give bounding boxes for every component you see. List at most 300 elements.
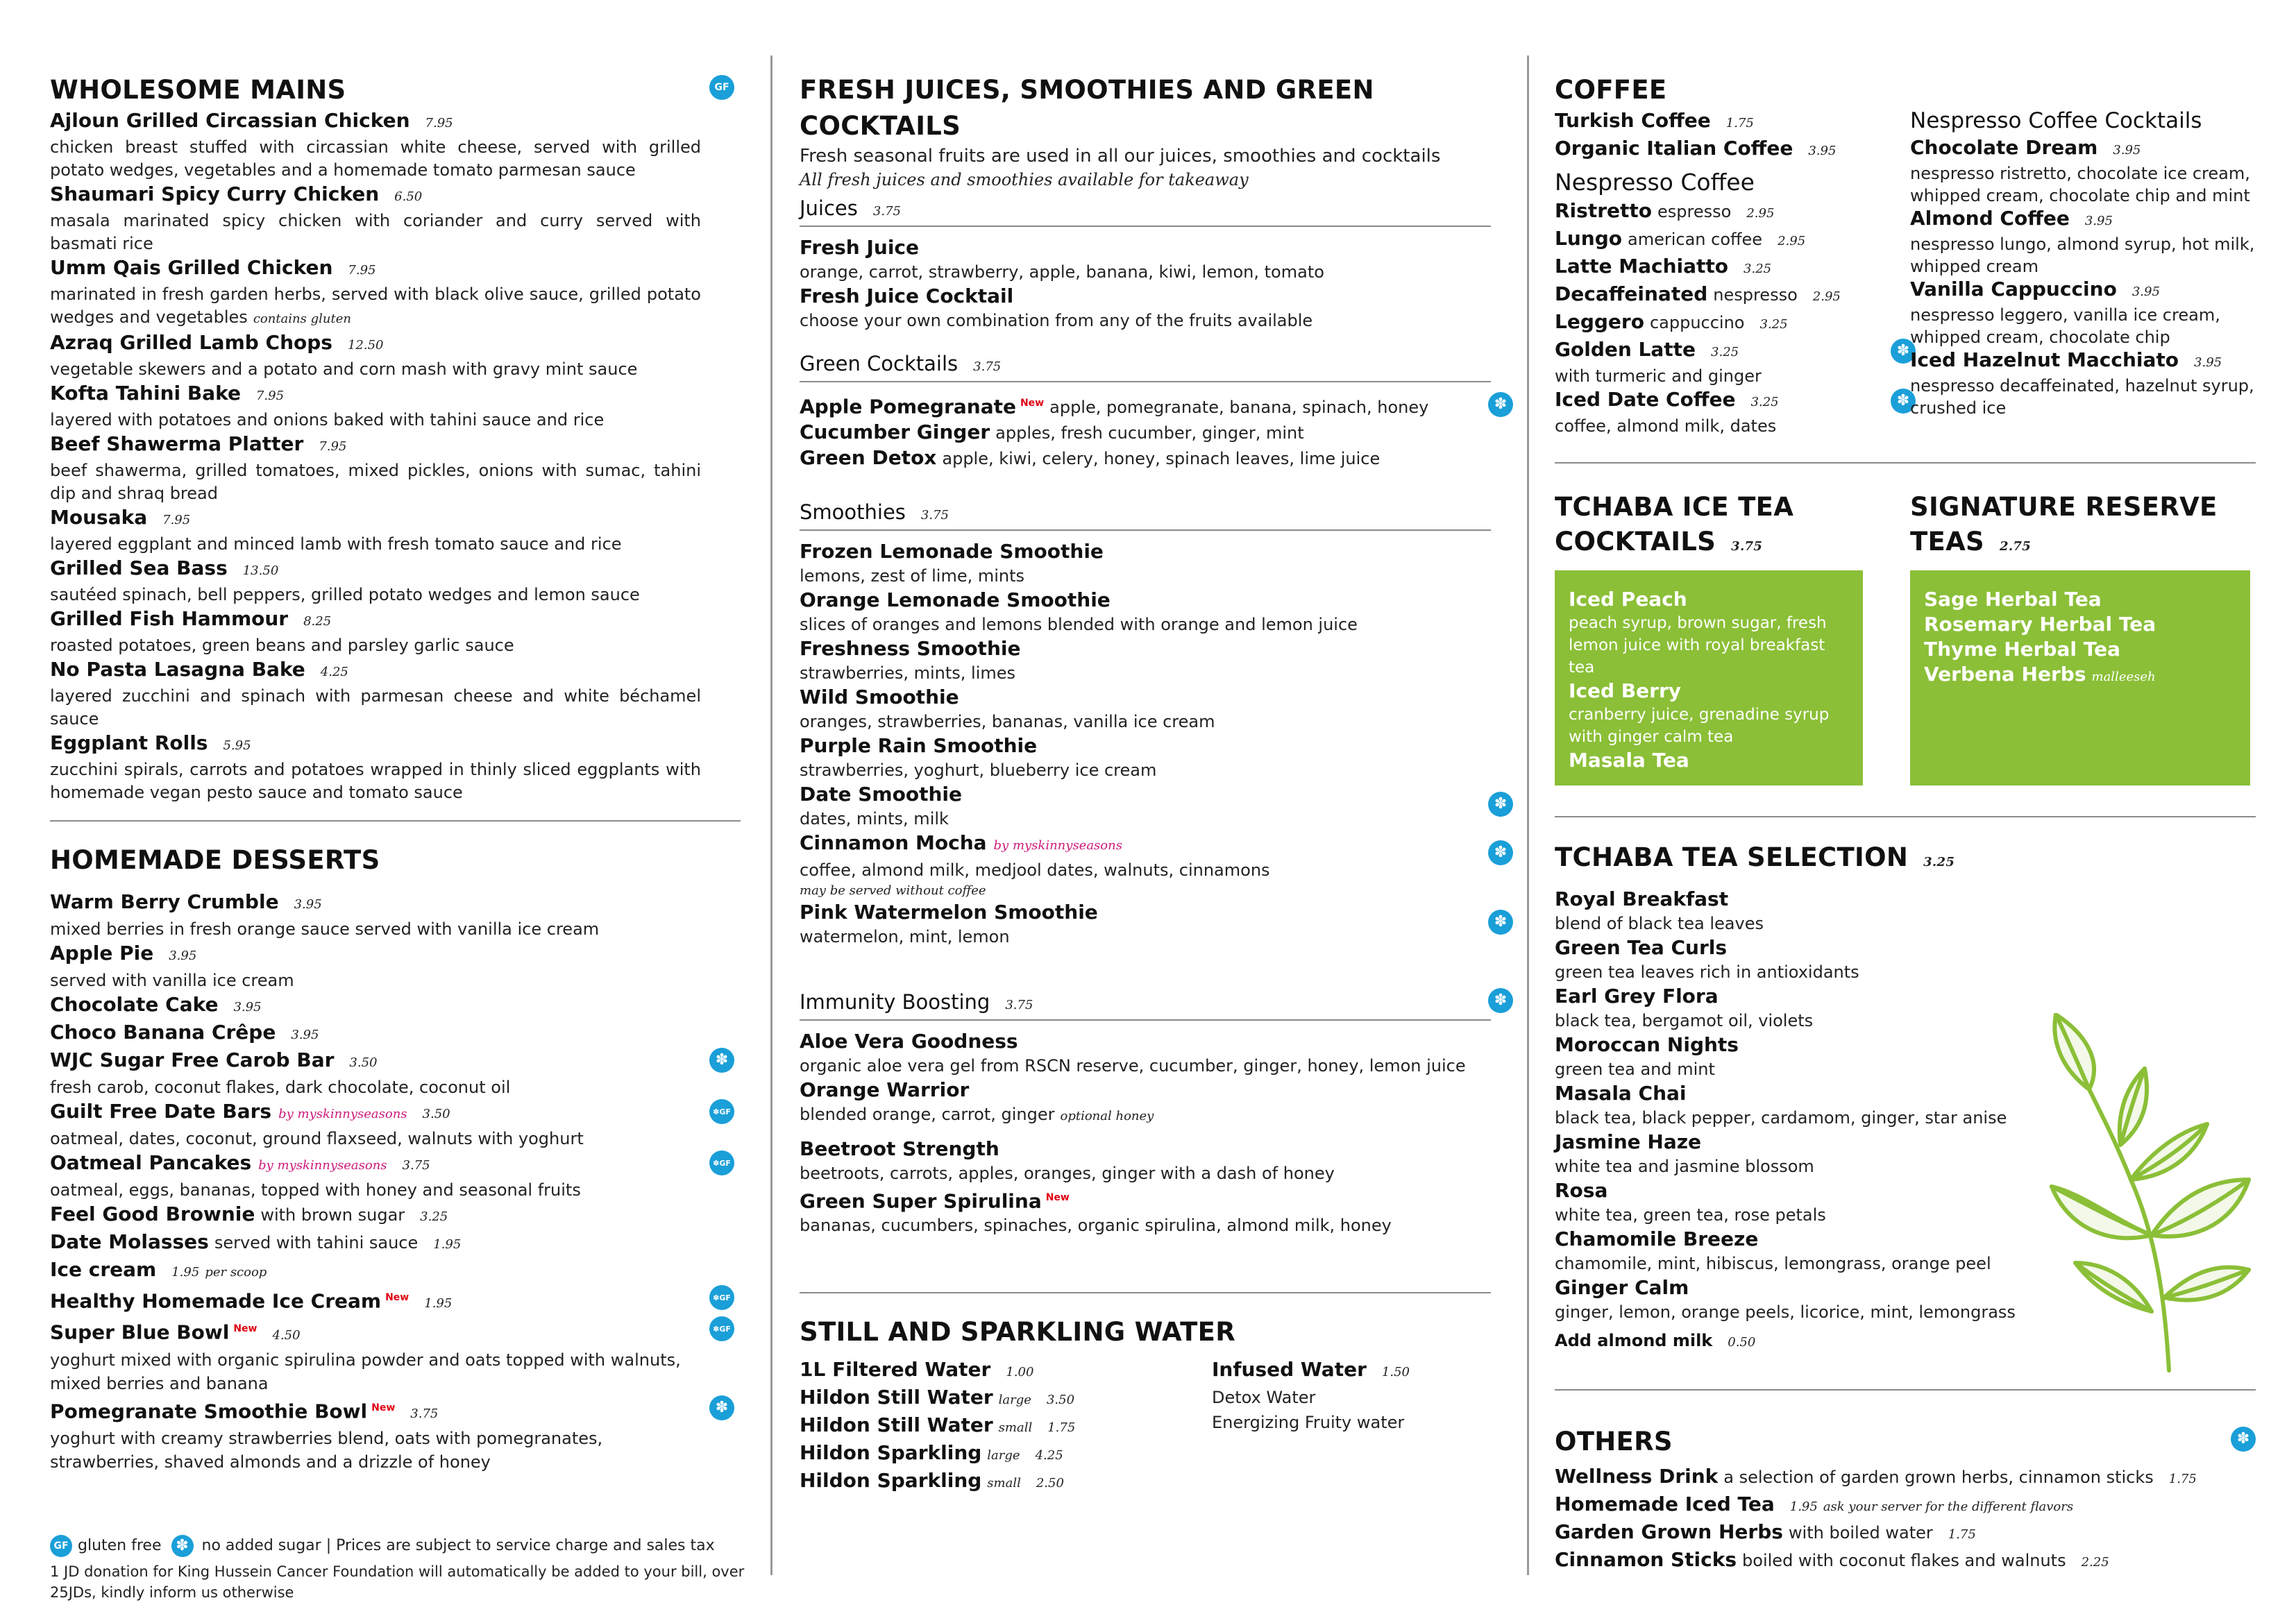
- menu-item: [1555, 136, 1910, 164]
- menu-item: [800, 782, 1491, 831]
- no-added-sugar-icon: [2231, 1427, 2256, 1452]
- item-desc-text: strawberries, yoghurt, blueberry ice cream: [800, 760, 1157, 780]
- item-name: No Pasta Lasagna Bake: [50, 658, 305, 681]
- item-price: 8.25: [303, 614, 332, 629]
- divider: [1555, 462, 2256, 464]
- item-inline-desc: with brown sugar: [260, 1205, 405, 1225]
- item-desc: [1555, 912, 2256, 935]
- menu-item: [50, 1150, 701, 1202]
- item-line: [1555, 387, 1910, 415]
- item-note: per scoop: [205, 1265, 267, 1280]
- item-name: Latte Machiatto: [1555, 255, 1729, 278]
- item-price: 3.75: [410, 1406, 439, 1421]
- item-line: [800, 391, 1491, 420]
- item-name: Azraq Grilled Lamb Chops: [50, 331, 332, 354]
- item-price: 7.95: [348, 263, 376, 278]
- item-desc: [50, 685, 701, 731]
- menu-item: [50, 505, 701, 556]
- sub-juices: [800, 194, 1491, 332]
- menu-item: [1910, 207, 2256, 278]
- item-line: [50, 1285, 701, 1316]
- item-line: [50, 606, 701, 634]
- item-price: 13.50: [242, 563, 279, 578]
- menu-item: [50, 1285, 701, 1316]
- section-title: COFFEE: [1555, 75, 1667, 105]
- reserve-tea-box: [1910, 570, 2250, 785]
- item-line: [50, 1316, 701, 1348]
- item-price: 2.95: [1778, 234, 1806, 248]
- donation-note: 1 JD donation for King Hussein Cancer Foundation will automatically be added to your bill, over 25JDs, kindly inform us otherwise: [50, 1563, 745, 1601]
- item-desc: [1555, 365, 1910, 387]
- menu-item: [1910, 278, 2256, 348]
- almond-milk-addon: Add almond milk 0.50: [1555, 1331, 1756, 1350]
- item-name: Verbena Herbs: [1924, 663, 2086, 686]
- price: 3.75: [920, 508, 949, 522]
- item-desc-text: bananas, cucumbers, spinaches, organic spirulina, almond milk, honey: [800, 1216, 1392, 1236]
- legend-gluten-free: gluten free: [78, 1537, 162, 1554]
- divider: [50, 820, 741, 822]
- item-desc-text: oatmeal, dates, coconut, ground flaxseed, walnuts with yoghurt: [50, 1129, 584, 1148]
- new-badge: New: [233, 1323, 258, 1335]
- item-name: Golden Latte: [1555, 338, 1696, 361]
- menu-item: [1569, 748, 1850, 773]
- item-line: [50, 556, 701, 584]
- item-name: Feel Good Brownie: [50, 1203, 255, 1225]
- item-name: Ice cream: [50, 1258, 157, 1281]
- item-desc: [800, 807, 1491, 831]
- price: 3.75: [872, 204, 901, 219]
- item-name: Rosemary Herbal Tea: [1924, 613, 2156, 636]
- item-line: [50, 731, 701, 758]
- menu-item: [50, 1099, 701, 1150]
- item-line: [800, 685, 1491, 710]
- item-line: [1910, 348, 2256, 375]
- no-added-sugar-icon: [1488, 988, 1513, 1013]
- item-name: Green Detox: [800, 446, 937, 470]
- menu-item: [50, 556, 701, 606]
- item-desc: [50, 283, 701, 330]
- item-line: [800, 1078, 1491, 1103]
- item-name: Beef Shawerma Platter: [50, 432, 304, 455]
- item-note: small: [998, 1420, 1033, 1435]
- item-desc: [50, 969, 701, 992]
- item-name: Grilled Fish Hammour: [50, 607, 289, 630]
- menu-item: [50, 108, 701, 182]
- others-list: [1555, 1464, 2256, 1575]
- item-name: Eggplant Rolls: [50, 731, 208, 754]
- item-name: Mousaka: [50, 506, 148, 529]
- item-note: optional honey: [1060, 1109, 1154, 1123]
- item-name: Green Tea Curls: [1555, 936, 1728, 959]
- section-reserve-teas: [1910, 490, 2250, 686]
- item-name: Orange Lemonade Smoothie: [800, 588, 1111, 611]
- item-desc-text: black tea, black pepper, cardamom, ginger, star anise: [1555, 1108, 2007, 1128]
- item-desc: [800, 613, 1491, 636]
- item-name: WJC Sugar Free Carob Bar: [50, 1048, 335, 1071]
- takeaway-note: All fresh juices and smoothies available for takeaway: [800, 170, 1249, 189]
- item-line: [800, 1137, 1491, 1162]
- item-note: malleeseh: [2091, 670, 2156, 684]
- menu-item: [50, 432, 701, 505]
- item-desc: [800, 710, 1491, 733]
- menu-item: [1555, 935, 2256, 983]
- item-name: Moroccan Nights: [1555, 1033, 1739, 1056]
- juices-list: [800, 235, 1491, 332]
- section-title: FRESH JUICES, SMOOTHIES AND GREEN COCKTAILS: [800, 75, 1374, 141]
- column-divider: [1527, 56, 1529, 1575]
- section-title: TCHABA ICE TEA COCKTAILS 3.75: [1555, 492, 1794, 556]
- item-price: 1.75: [2168, 1472, 2197, 1486]
- item-desc: [800, 1214, 1491, 1237]
- sub-green-cocktails: [800, 350, 1491, 471]
- item-price: 1.95: [171, 1265, 200, 1280]
- item-name: Chamomile Breeze: [1555, 1227, 1759, 1250]
- item-price: 3.95: [2194, 355, 2222, 370]
- menu-item: [800, 831, 1491, 900]
- item-line: [1555, 108, 1910, 136]
- item-name: Sage Herbal Tea: [1924, 588, 2102, 611]
- item-line: [1555, 886, 2256, 912]
- item-line: [800, 588, 1491, 613]
- item-desc-text: fresh carob, coconut flakes, dark chocolate, coconut oil: [50, 1078, 511, 1097]
- item-line: [1910, 278, 2256, 304]
- section-title: TCHABA TEA SELECTION 3.25: [1555, 842, 1955, 872]
- item-price: 7.95: [255, 389, 285, 403]
- item-price: 1.00: [1006, 1365, 1034, 1379]
- menu-item: [800, 1078, 1491, 1128]
- item-desc-text: orange, carrot, strawberry, apple, banana, kiwi, lemon, tomato: [800, 262, 1324, 282]
- gluten-free-icon: [709, 75, 734, 100]
- no-added-sugar-icon: [709, 1048, 734, 1073]
- menu-item: [1569, 679, 1850, 748]
- column-coffee-tea: [1555, 0, 2256, 1623]
- menu-item: [800, 284, 1491, 332]
- item-price: 4.25: [320, 665, 348, 679]
- water-item: [800, 1441, 1212, 1468]
- item-name: Rosa: [1555, 1179, 1608, 1202]
- section-ice-tea: [1555, 490, 1863, 772]
- item-inline-desc: served with tahini sauce: [214, 1233, 419, 1252]
- section-title: HOMEMADE DESSERTS: [50, 845, 380, 875]
- item-price: 1.95: [424, 1296, 453, 1311]
- item-desc-text: with turmeric and ginger: [1555, 366, 1762, 386]
- item-name: Ginger Calm: [1555, 1276, 1689, 1299]
- item-line: [50, 108, 701, 136]
- item-desc: cranberry juice, grenadine syrup with ginger calm tea: [1569, 706, 1830, 746]
- item-name: Hildon Sparkling: [800, 1469, 982, 1492]
- legend: [50, 1535, 779, 1603]
- item-desc-text: layered zucchini and spinach with parmesan cheese and white béchamel sauce: [50, 686, 701, 729]
- item-inline-desc: american coffee: [1628, 230, 1763, 249]
- item-name: Wellness Drink: [1555, 1465, 1719, 1488]
- item-line: [50, 890, 701, 917]
- item-line: [1555, 226, 1910, 254]
- menu-item: [50, 941, 701, 992]
- item-line: [1555, 254, 1910, 282]
- menu-item: [50, 1230, 701, 1257]
- item-line: [800, 235, 1491, 260]
- item-name: Aloe Vera Goodness: [800, 1030, 1018, 1053]
- item-inline-desc: a selection of garden grown herbs, cinnamon sticks: [1723, 1468, 2154, 1487]
- item-name: Chocolate Cake: [50, 993, 219, 1016]
- menu-item: [800, 733, 1491, 782]
- sub-smoothies: [800, 498, 1491, 949]
- item-price: 3.50: [422, 1107, 450, 1121]
- item-name: Date Molasses: [50, 1230, 209, 1253]
- no-sugar-gluten-free-icon: [709, 1285, 734, 1310]
- item-desc: [50, 358, 701, 381]
- item-desc-text: oatmeal, eggs, bananas, topped with honey and seasonal fruits: [50, 1180, 581, 1200]
- item-desc-text: coffee, almond milk, medjool dates, walnuts, cinnamons: [800, 860, 1270, 880]
- item-desc-text: blended orange, carrot, ginger: [800, 1105, 1055, 1124]
- item-price: 1.75: [1948, 1527, 1976, 1542]
- price: 3.75: [1731, 539, 1763, 554]
- menu-item: [50, 1020, 701, 1048]
- item-desc: [800, 309, 1491, 332]
- price: 3.75: [973, 359, 1002, 374]
- item-desc-text: nespresso lungo, almond syrup, hot milk, whipped cream: [1910, 235, 2255, 276]
- item-desc: [1910, 375, 2256, 419]
- item-line: [50, 992, 701, 1020]
- item-desc: [800, 661, 1491, 685]
- menu-item: [50, 731, 701, 804]
- item-desc-text: white tea, green tea, rose petals: [1555, 1205, 1826, 1225]
- item-desc-text: beetroots, carrots, apples, oranges, ginger with a dash of honey: [800, 1164, 1335, 1183]
- item-name: Cinnamon Sticks: [1555, 1548, 1737, 1571]
- mains-list: [50, 108, 701, 804]
- menu-item: [1555, 886, 2256, 935]
- nespresso-cocktails-title: Nespresso Coffee Cocktails: [1910, 108, 2202, 133]
- item-price: 1.95: [1789, 1499, 1818, 1514]
- item-line: [50, 1150, 701, 1178]
- item-name: Royal Breakfast: [1555, 887, 1729, 910]
- item-line: [1555, 1547, 2256, 1575]
- item-desc-text: oranges, strawberries, bananas, vanilla ice cream: [800, 712, 1215, 731]
- no-added-sugar-icon: [1488, 910, 1513, 935]
- item-name: Thyme Herbal Tea: [1924, 638, 2120, 661]
- item-line: [1555, 1520, 2256, 1547]
- water-item: [800, 1413, 1212, 1441]
- section-title: OTHERS: [1555, 1427, 1673, 1456]
- menu-item: [50, 657, 701, 731]
- menu-item: [1555, 198, 1910, 226]
- immunity-list: [800, 1029, 1491, 1237]
- item-line: [50, 381, 701, 409]
- item-line: [50, 432, 701, 459]
- item-name: Earl Grey Flora: [1555, 985, 1719, 1008]
- item-price: 3.95: [169, 949, 197, 963]
- desserts-list: [50, 890, 701, 1474]
- item-name: Turkish Coffee: [1555, 109, 1711, 132]
- item-name: Frozen Lemonade Smoothie: [800, 540, 1104, 563]
- item-desc: [1910, 162, 2256, 207]
- item-price: 3.95: [294, 897, 322, 912]
- item-name: Hildon Still Water: [800, 1413, 993, 1436]
- item-name: Choco Banana Crêpe: [50, 1021, 276, 1044]
- divider: [1555, 1389, 2256, 1391]
- item-desc-text: ginger, lemon, orange peels, licorice, mint, lemongrass: [1555, 1302, 2016, 1322]
- item-price: 12.50: [347, 338, 384, 352]
- menu-item: [1555, 108, 1910, 136]
- item-desc-text: layered with potatoes and onions baked with tahini sauce and rice: [50, 410, 605, 430]
- item-note: may be served without coffee: [800, 883, 986, 898]
- item-desc-text: black tea, bergamot oil, violets: [1555, 1011, 1814, 1030]
- item-desc: [1555, 961, 2256, 983]
- item-price: 3.95: [291, 1028, 319, 1042]
- menu-item: [1555, 226, 1910, 254]
- item-price: 3.25: [1759, 317, 1788, 332]
- item-line: [50, 657, 701, 685]
- menu-item: [800, 685, 1491, 733]
- menu-item: [800, 1185, 1491, 1237]
- menu-item: [1924, 587, 2238, 612]
- menu-item: [800, 391, 1491, 420]
- item-name: Umm Qais Grilled Chicken: [50, 256, 333, 279]
- new-badge: New: [371, 1402, 396, 1413]
- item-name: Ajloun Grilled Circassian Chicken: [50, 109, 410, 132]
- menu-item: [50, 330, 701, 381]
- section-title: WHOLESOME MAINS: [50, 75, 346, 105]
- item-name: Apple Pie: [50, 942, 154, 965]
- subsection-title: Juices: [800, 196, 858, 220]
- item-name: Iced Hazelnut Macchiato: [1910, 348, 2179, 371]
- no-sugar-gluten-free-icon: [709, 1316, 734, 1341]
- section-coffee: [1555, 72, 2256, 437]
- item-desc-text: layered eggplant and minced lamb with fresh tomato sauce and rice: [50, 534, 622, 554]
- water-item: [800, 1357, 1212, 1385]
- item-line: [1555, 935, 2256, 961]
- subsection-title: Green Cocktails: [800, 352, 959, 375]
- item-name: Wild Smoothie: [800, 686, 959, 708]
- section-water: [800, 1314, 1491, 1496]
- item-line: [1555, 198, 1910, 226]
- menu-item: [50, 255, 701, 330]
- item-name: Healthy Homemade Ice Cream: [50, 1289, 382, 1313]
- item-price: 3.75: [402, 1158, 430, 1173]
- column-divider: [770, 56, 773, 1575]
- item-note: contains gluten: [253, 312, 351, 326]
- item-desc: [50, 1348, 701, 1395]
- item-line: [800, 420, 1491, 445]
- item-desc-text: green tea leaves rich in antioxidants: [1555, 962, 1859, 982]
- item-desc-text: lemons, zest of lime, mints: [800, 566, 1025, 586]
- partner-tag: by myskinnyseasons: [278, 1107, 407, 1121]
- menu-item: [1555, 1547, 2256, 1575]
- item-desc: [50, 533, 701, 556]
- item-name: Orange Warrior: [800, 1078, 970, 1101]
- item-price: 3.25: [420, 1209, 448, 1224]
- item-desc-text: slices of oranges and lemons blended with orange and lemon juice: [800, 615, 1358, 634]
- item-name: Iced Berry: [1569, 679, 1681, 702]
- item-price: 7.95: [162, 513, 191, 527]
- item-desc-text: chamomile, mint, hibiscus, lemongrass, orange peel: [1555, 1254, 1991, 1273]
- menu-item: [800, 588, 1491, 636]
- item-name: Hildon Sparkling: [800, 1441, 982, 1464]
- item-desc-text: nespresso leggero, vanilla ice cream, whipped cream, chocolate chip: [1910, 305, 2220, 347]
- item-price: 2.50: [1036, 1476, 1064, 1490]
- item-name: Green Super Spirulina: [800, 1189, 1042, 1213]
- section-homemade-desserts: [50, 842, 701, 1474]
- menu-item: [50, 182, 701, 255]
- item-price: 3.50: [1046, 1393, 1075, 1407]
- item-desc-text: nespresso decaffeinated, hazelnut syrup, crushed ice: [1910, 376, 2254, 418]
- item-name: Freshness Smoothie: [800, 637, 1021, 660]
- item-desc-text: dates, mints, milk: [800, 809, 949, 829]
- new-badge: New: [385, 1292, 410, 1303]
- item-desc-text: sautéed spinach, bell peppers, grilled potato wedges and lemon sauce: [50, 585, 640, 604]
- item-line: [50, 1048, 701, 1076]
- new-badge: New: [1045, 1192, 1070, 1203]
- menu-item: [800, 1029, 1491, 1078]
- green-cocktails-list: [800, 391, 1491, 471]
- menu-item: [800, 420, 1491, 445]
- no-added-sugar-icon: [1488, 392, 1513, 417]
- item-price: 2.95: [1746, 206, 1775, 221]
- column-mains-desserts: [50, 0, 745, 1623]
- menu-item: [50, 890, 701, 941]
- item-desc: [1910, 304, 2256, 348]
- item-desc-text: marinated in fresh garden herbs, served with black olive sauce, grilled potato wedges and vegetables: [50, 284, 701, 327]
- item-desc: [800, 260, 1491, 284]
- item-desc-text: white tea and jasmine blossom: [1555, 1157, 1814, 1176]
- item-price: 2.25: [2081, 1555, 2109, 1570]
- item-line: [800, 284, 1491, 309]
- item-name: Hildon Still Water: [800, 1386, 993, 1409]
- item-desc: [800, 925, 1491, 949]
- item-price: 3.95: [2113, 143, 2141, 158]
- item-desc: [50, 1076, 701, 1099]
- menu-item: [800, 445, 1491, 471]
- item-desc-text: masala marinated spicy chicken with coriander and curry served with basmati rice: [50, 211, 701, 253]
- item-desc-text: roasted potatoes, green beans and parsley garlic sauce: [50, 636, 514, 655]
- menu-item: [50, 1395, 701, 1474]
- nespresso-list: [1555, 198, 1910, 437]
- subsection-title: Immunity Boosting: [800, 990, 990, 1014]
- item-desc-text: organic aloe vera gel from RSCN reserve, cucumber, ginger, honey, lemon juice: [800, 1056, 1466, 1076]
- menu-item: [1555, 337, 1910, 387]
- subsection-title: Smoothies: [800, 500, 906, 524]
- item-price: 1.75: [1725, 116, 1754, 130]
- item-line: [1555, 1464, 2256, 1492]
- item-price: 3.95: [1808, 144, 1837, 158]
- item-line: [800, 1185, 1491, 1214]
- partner-tag: by myskinnyseasons: [258, 1158, 387, 1173]
- item-desc-text: yoghurt mixed with organic spirulina powder and oats topped with walnuts, mixed berries and banana: [50, 1350, 681, 1393]
- item-name: Homemade Iced Tea: [1555, 1493, 1775, 1515]
- coffee-list: [1555, 108, 1910, 164]
- item-line: [50, 330, 701, 358]
- infused-water: Infused Water 1.50 Detox Water Energizing Fruity water: [1212, 1358, 1410, 1432]
- juices-intro: Fresh seasonal fruits are used in all our juices, smoothies and cocktails: [800, 146, 1441, 167]
- item-line: [800, 782, 1491, 807]
- no-added-sugar-icon: [709, 1395, 734, 1420]
- no-sugar-gluten-free-icon: [709, 1150, 734, 1175]
- item-name: Masala Tea: [1569, 749, 1689, 772]
- item-desc: [50, 584, 701, 606]
- menu-item: [1910, 348, 2256, 419]
- item-desc: [50, 758, 701, 804]
- item-price: 3.95: [2084, 214, 2113, 228]
- menu-item: [800, 636, 1491, 685]
- item-desc: [50, 1127, 701, 1150]
- item-price: 6.50: [394, 189, 423, 204]
- item-line: [800, 1029, 1491, 1054]
- item-name: Oatmeal Pancakes: [50, 1151, 252, 1174]
- item-name: Chocolate Dream: [1910, 136, 2098, 159]
- menu-item: [800, 900, 1491, 949]
- no-added-sugar-icon: [1488, 792, 1513, 817]
- item-desc-text: coffee, almond milk, dates: [1555, 416, 1777, 436]
